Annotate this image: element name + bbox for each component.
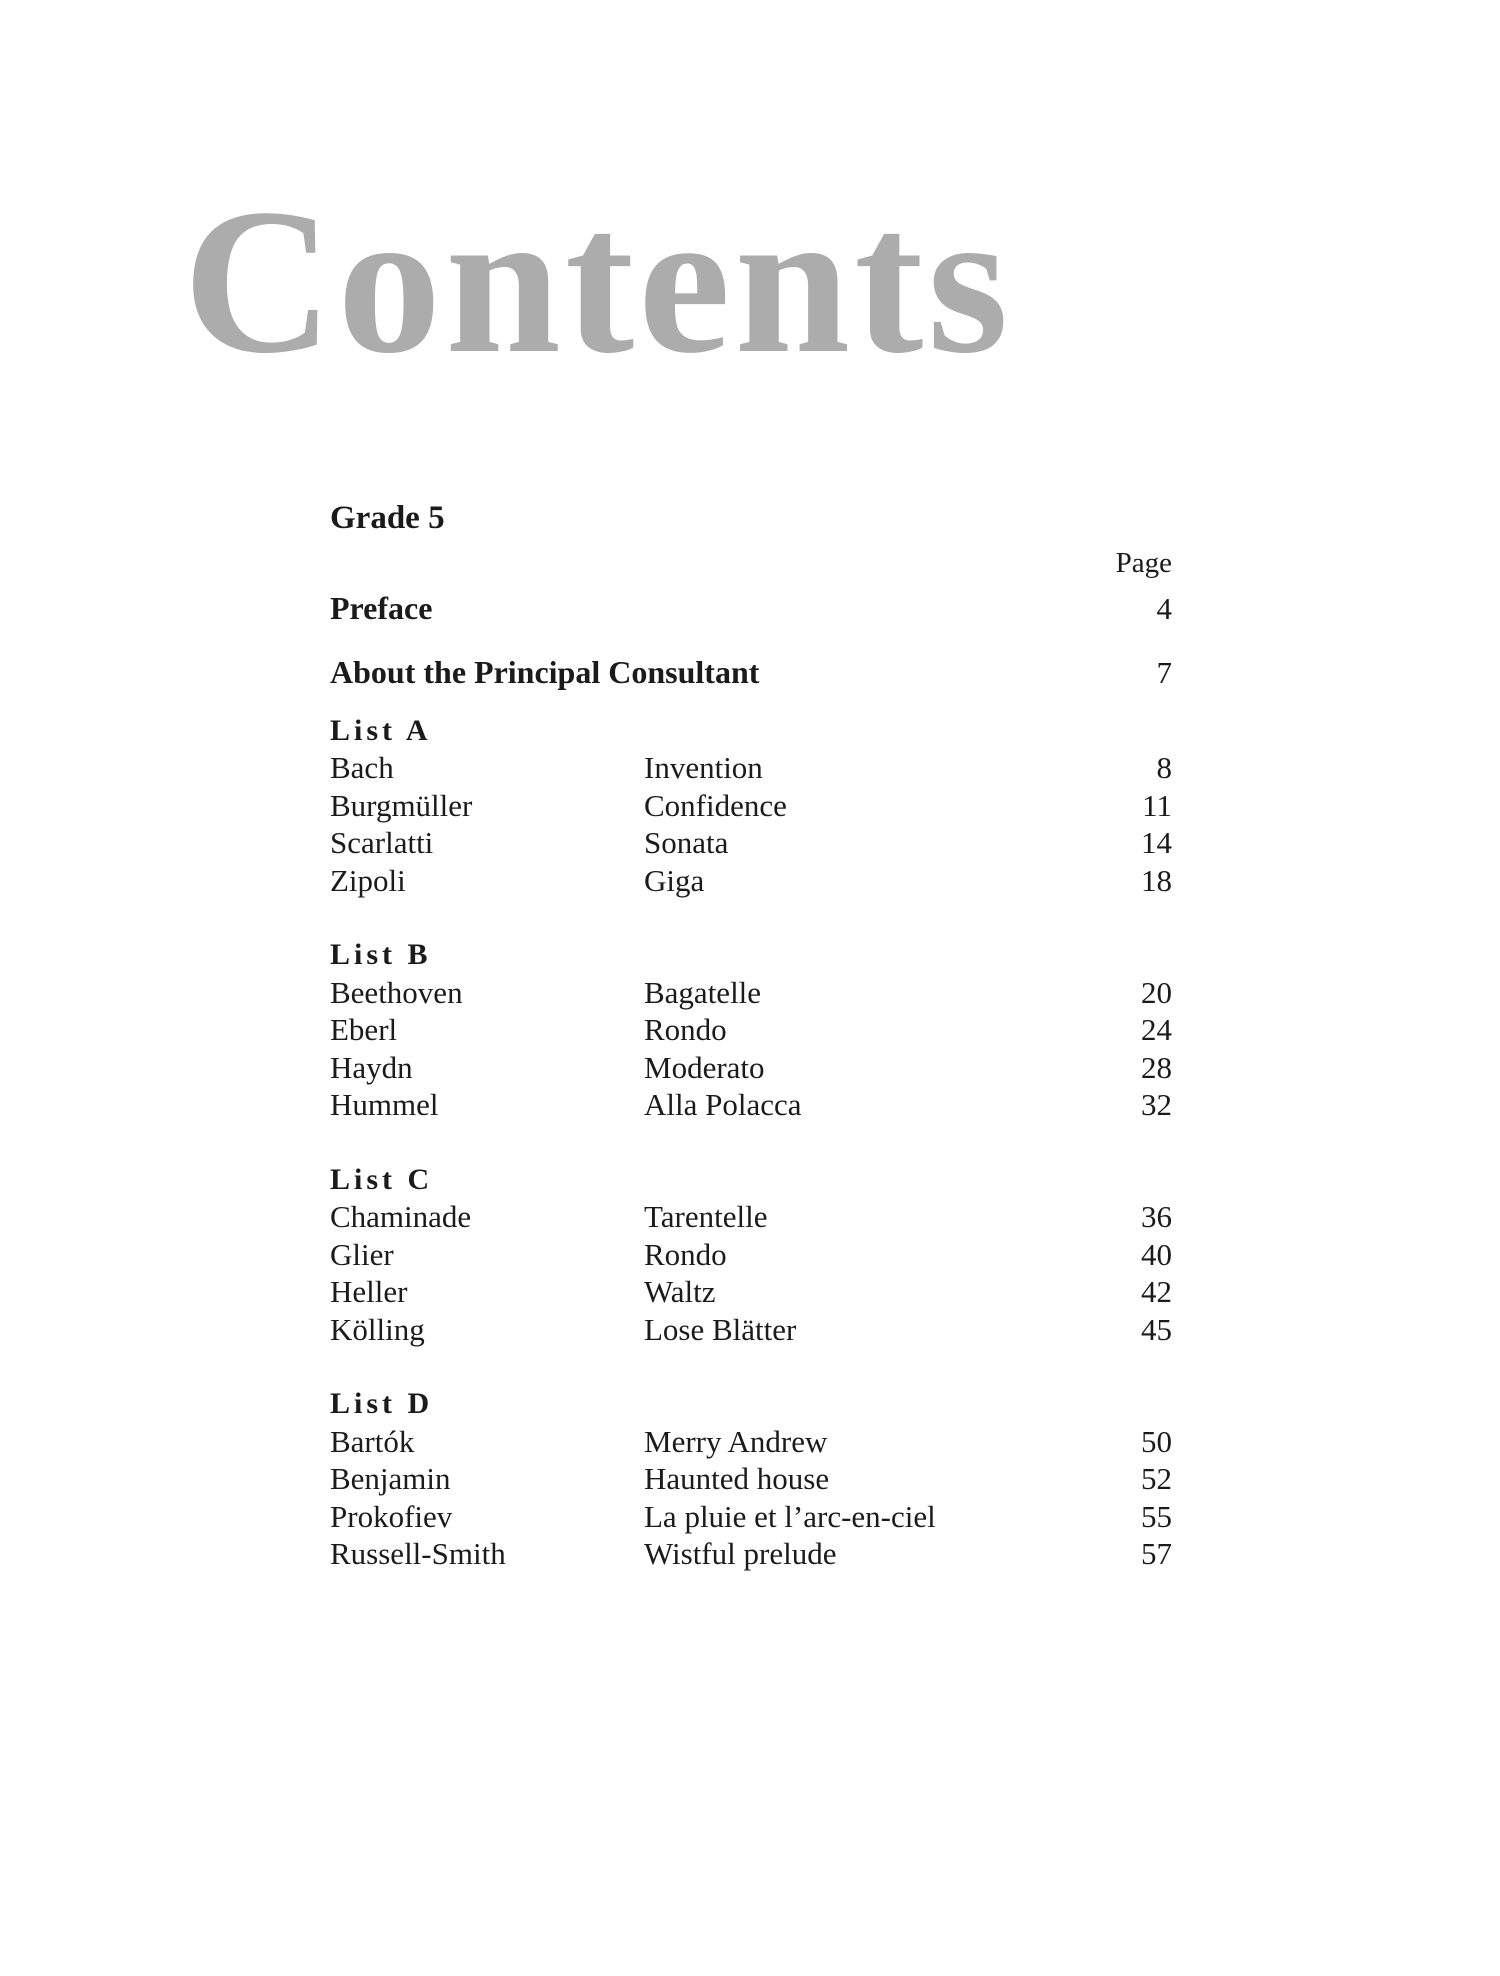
title-cell: Invention bbox=[644, 750, 763, 785]
composer-cell: Russell-Smith bbox=[330, 1536, 506, 1571]
page-cell: 45 bbox=[1141, 1311, 1172, 1347]
page-cell: 57 bbox=[1141, 1536, 1172, 1571]
title-cell: Rondo bbox=[644, 1012, 727, 1047]
title-cell: Alla Polacca bbox=[644, 1087, 802, 1122]
table-row bbox=[330, 1198, 1172, 1236]
section-heading: List D bbox=[330, 1387, 434, 1420]
page-cell: 18 bbox=[1141, 862, 1172, 898]
table-row bbox=[330, 787, 1172, 825]
composer-cell: Eberl bbox=[330, 1012, 398, 1047]
toc-content bbox=[330, 498, 1172, 1573]
composer-cell: Hummel bbox=[330, 1087, 439, 1122]
page-cell: 52 bbox=[1141, 1461, 1172, 1496]
entry-page-number: 7 bbox=[1156, 654, 1172, 690]
section-list-b bbox=[330, 936, 1172, 1124]
composer-cell: Beethoven bbox=[330, 974, 463, 1010]
table-row bbox=[330, 1460, 1172, 1498]
composer-cell: Bach bbox=[330, 750, 394, 785]
table-row bbox=[330, 1535, 1172, 1573]
page-cell: 50 bbox=[1141, 1423, 1172, 1459]
composer-cell: Zipoli bbox=[330, 862, 406, 898]
page-column-label: Page bbox=[1115, 547, 1172, 579]
composer-cell: Burgmüller bbox=[330, 787, 473, 823]
title-cell: Lose Blätter bbox=[644, 1311, 797, 1347]
section-list-c bbox=[330, 1161, 1172, 1349]
title-cell: Merry Andrew bbox=[644, 1423, 828, 1459]
section-heading: List A bbox=[330, 713, 432, 747]
table-row bbox=[330, 1049, 1172, 1087]
title-cell: Moderato bbox=[644, 1049, 765, 1085]
page-cell: 55 bbox=[1141, 1498, 1172, 1534]
title-cell: Sonata bbox=[644, 825, 729, 860]
table-row bbox=[330, 1423, 1172, 1461]
entry-page-number: 4 bbox=[1156, 590, 1172, 626]
section-heading: List B bbox=[330, 938, 432, 971]
title-cell: Giga bbox=[644, 862, 705, 898]
composer-cell: Chaminade bbox=[330, 1199, 472, 1234]
page-cell: 11 bbox=[1142, 787, 1172, 823]
page-cell: 8 bbox=[1156, 750, 1172, 785]
table-row bbox=[330, 1236, 1172, 1274]
page-cell: 20 bbox=[1141, 974, 1172, 1010]
page-cell: 14 bbox=[1141, 825, 1172, 860]
entry-label: Preface bbox=[330, 589, 433, 626]
entry-label: About the Principal Consultant bbox=[330, 653, 760, 690]
composer-cell: Glier bbox=[330, 1236, 394, 1272]
page-cell: 28 bbox=[1141, 1049, 1172, 1085]
table-row bbox=[330, 824, 1172, 862]
table-row bbox=[330, 749, 1172, 787]
grade-heading: Grade 5 bbox=[330, 500, 445, 536]
title-cell: Bagatelle bbox=[644, 974, 762, 1010]
table-row bbox=[330, 862, 1172, 900]
title-cell: Confidence bbox=[644, 787, 787, 823]
table-row bbox=[330, 1311, 1172, 1349]
table-row bbox=[330, 1498, 1172, 1536]
composer-cell: Prokofiev bbox=[330, 1498, 453, 1534]
table-row bbox=[330, 974, 1172, 1012]
toc-entry-about bbox=[330, 653, 1172, 692]
composer-cell: Haydn bbox=[330, 1049, 413, 1085]
section-list-d bbox=[330, 1385, 1172, 1573]
section-heading: List C bbox=[330, 1162, 434, 1196]
page-cell: 24 bbox=[1141, 1012, 1172, 1047]
composer-cell: Kölling bbox=[330, 1311, 425, 1347]
page-cell: 32 bbox=[1141, 1087, 1172, 1122]
title-cell: Wistful prelude bbox=[644, 1536, 837, 1571]
title-cell: Rondo bbox=[644, 1236, 727, 1272]
page-cell: 42 bbox=[1141, 1274, 1172, 1309]
page-cell: 36 bbox=[1141, 1199, 1172, 1234]
title-cell: Tarentelle bbox=[644, 1199, 768, 1234]
page-cell: 40 bbox=[1141, 1236, 1172, 1272]
composer-cell: Bartók bbox=[330, 1423, 415, 1459]
table-row bbox=[330, 1011, 1172, 1049]
section-list-a bbox=[330, 712, 1172, 900]
table-row bbox=[330, 1273, 1172, 1311]
title-cell: La pluie et l’arc-en-ciel bbox=[644, 1498, 936, 1534]
title-cell: Waltz bbox=[644, 1274, 716, 1309]
table-row bbox=[330, 1086, 1172, 1124]
composer-cell: Scarlatti bbox=[330, 825, 434, 860]
title-cell: Haunted house bbox=[644, 1461, 830, 1496]
composer-cell: Benjamin bbox=[330, 1461, 451, 1496]
toc-entry-preface bbox=[330, 589, 1172, 628]
composer-cell: Heller bbox=[330, 1274, 408, 1309]
page-title: Contents bbox=[183, 166, 1013, 396]
